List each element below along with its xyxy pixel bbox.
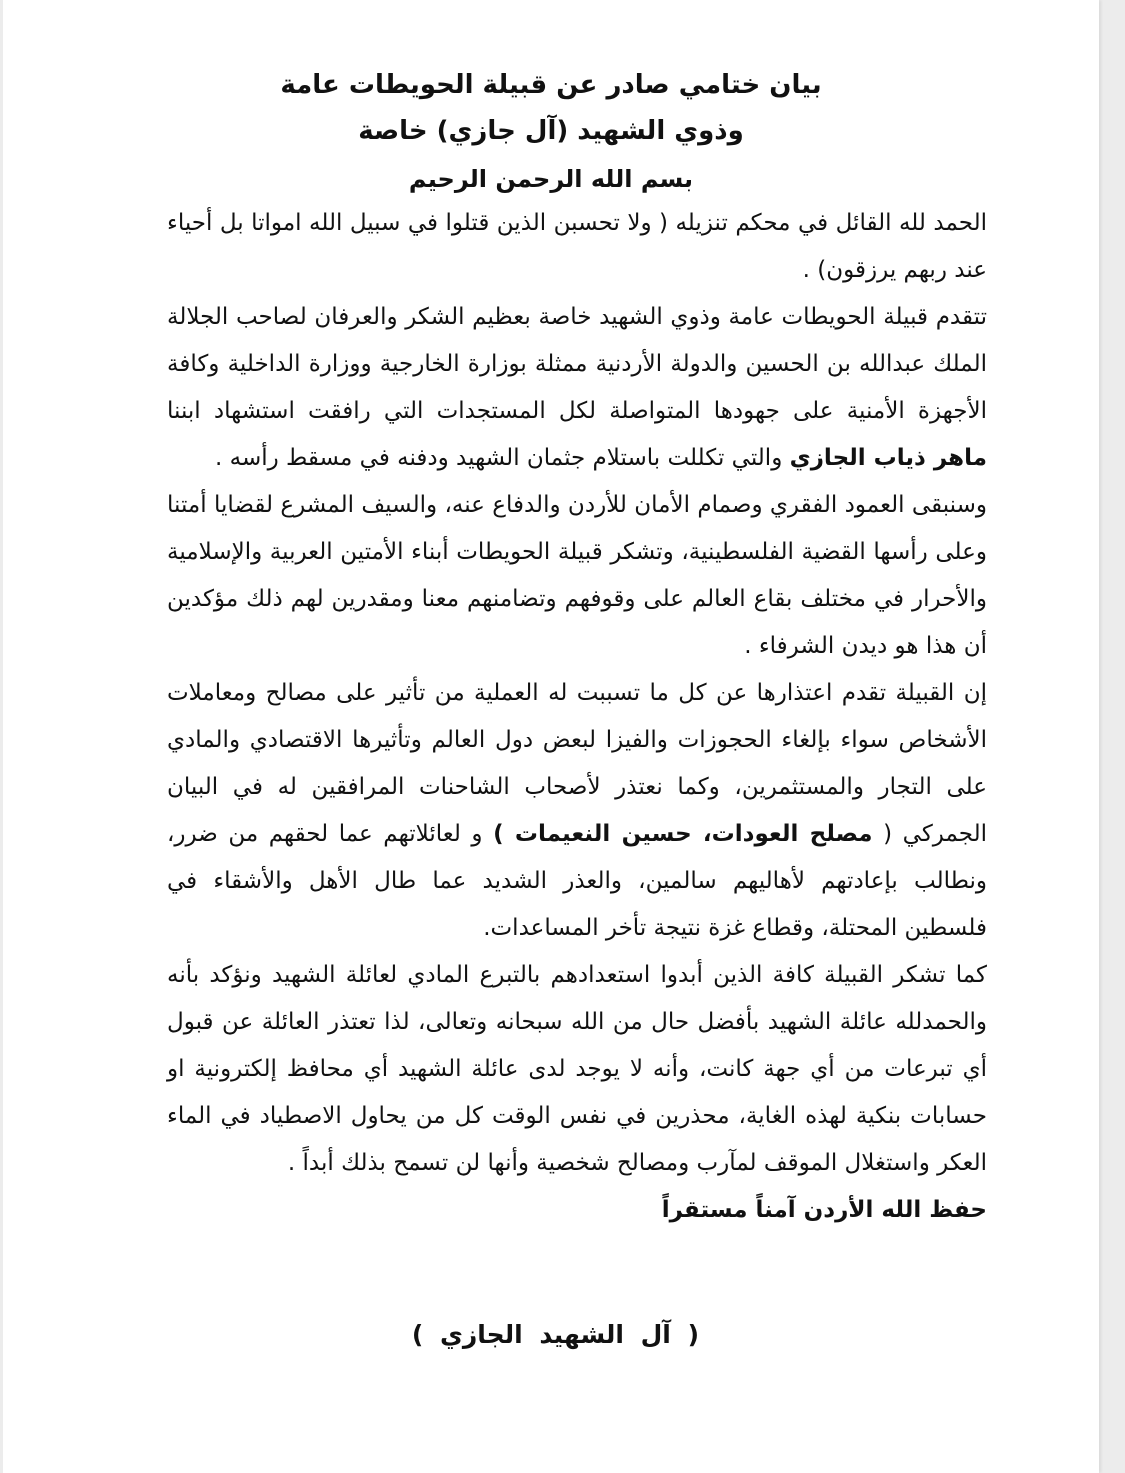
document-page [3, 0, 1099, 1473]
closing-prayer: حفظ الله الأردن آمناً مستقراً [661, 1197, 987, 1223]
truck-owners-names: مصلح العودات، حسين النعيمات ) [493, 821, 873, 847]
paragraph-apology-end: و لعائلاتهم عما لحقهم من ضرر، ونطالب بإعادتهم لأهاليهم سالمين، والعذر الشديد عما طال الأهل والأشقاء في فلسطين المحتلة، وقطاع غزة نتيجة تأخر المساعدات. [167, 821, 987, 941]
paragraph-apology-text: إن القبيلة تقدم اعتذارها عن كل ما تسببت له العملية من تأثير على مصالح ومعاملات الأشخاص سواء بإلغاء الحجوزات والفيزا لبعض دول العالم وتأثيرها الاقتصادي والمادي على التجار والمستثمرين، وكما نعتذر لأصحاب الشاحنات المرافقين له في البيان الجمركي ( [167, 680, 987, 847]
paragraph-thanks-end: والتي تكللت باستلام جثمان الشهيد ودفنه في مسقط رأسه . [215, 445, 790, 471]
paragraph-opening-verse: الحمد لله القائل في محكم تنزيله ( ولا تحسبن الذين قتلوا في سبيل الله امواتا بل أحياء عند ربهم يرزقون) . [167, 210, 987, 283]
statement-title: بيان ختامي صادر عن قبيلة الحويطات عامة [280, 70, 822, 100]
signature: ( آل الشهيد الجازي ) [411, 1320, 699, 1349]
martyr-name: ماهر ذياب الجازي [789, 445, 987, 471]
basmala-heading: بسم الله الرحمن الرحيم [408, 165, 694, 193]
statement-body [167, 200, 987, 1234]
paragraph-thanks-text: تتقدم قبيلة الحويطات عامة وذوي الشهيد خاصة بعظيم الشكر والعرفان لصاحب الجلالة الملك عبدالله بن الحسين والدولة الأردنية ممثلة بوزارة الخارجية ووزارة الداخلية وكافة الأجهزة الأمنية على جهودها المتواصلة لكل المستجدات التي رافقت استشهاد ابننا [167, 304, 987, 424]
paragraph-apology [167, 670, 987, 952]
statement-subtitle: وذوي الشهيد (آل جازي) خاصة [358, 116, 744, 146]
paragraph-thanks [167, 294, 987, 482]
paragraph-donations: كما تشكر القبيلة كافة الذين أبدوا استعدادهم بالتبرع المادي لعائلة الشهيد ونؤكد بأنه والحمدلله عائلة الشهيد بأفضل حال من الله سبحانه وتعالى، لذا تعتذر العائلة عن قبول أي تبرعات من أي جهة كانت، وأنه لا يوجد لدى عائلة الشهيد أي محافظ إلكترونية او حسابات بنكية لهذه الغاية، محذرين في نفس الوقت كل من يحاول الاصطياد في الماء العكر واستغلال الموقف لمآرب ومصالح شخصية وأنها لن تسمح بذلك أبداً . [167, 962, 987, 1176]
paragraph-solidarity: وسنبقى العمود الفقري وصمام الأمان للأردن والدفاع عنه، والسيف المشرع لقضايا أمتنا وعلى رأسها القضية الفلسطينية، وتشكر قبيلة الحويطات أبناء الأمتين العربية والإسلامية والأحرار في مختلف بقاع العالم على وقوفهم وتضامنهم معنا ومقدرين لهم ذلك مؤكدين أن هذا هو ديدن الشرفاء . [167, 492, 987, 659]
